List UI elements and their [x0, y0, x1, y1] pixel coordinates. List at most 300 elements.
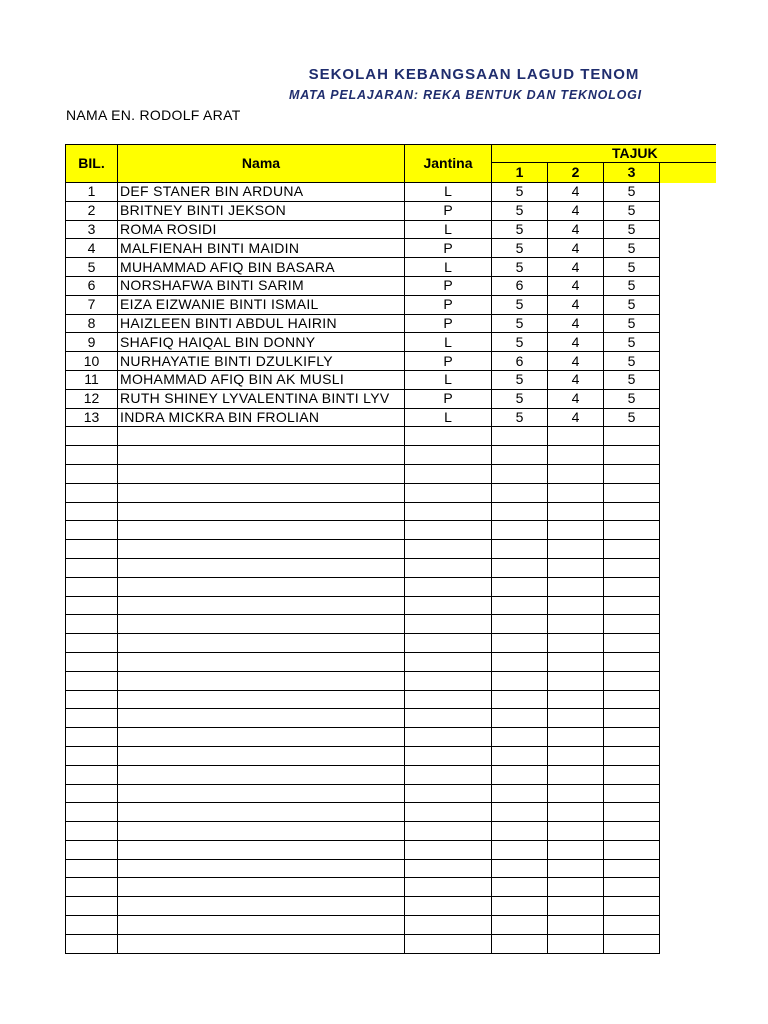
table-row — [66, 652, 716, 671]
cell-tajuk-3 — [604, 502, 660, 521]
table-row — [66, 314, 716, 333]
cell-nama — [118, 840, 405, 859]
cell-overflow — [660, 408, 716, 427]
cell-tajuk-2 — [548, 464, 604, 483]
cell-nama — [118, 690, 405, 709]
cell-jantina: P — [405, 314, 492, 333]
cell-tajuk-1 — [492, 671, 548, 690]
cell-tajuk-1: 5 — [492, 333, 548, 352]
cell-bil — [66, 746, 118, 765]
cell-tajuk-3: 5 — [604, 258, 660, 277]
cell-bil: 8 — [66, 314, 118, 333]
cell-tajuk-3: 5 — [604, 408, 660, 427]
cell-tajuk-1 — [492, 784, 548, 803]
cell-overflow — [660, 746, 716, 765]
cell-overflow — [660, 728, 716, 747]
header-bil: BIL. — [66, 145, 118, 183]
cell-tajuk-3 — [604, 521, 660, 540]
cell-jantina: P — [405, 295, 492, 314]
table-row — [66, 352, 716, 371]
cell-tajuk-2 — [548, 840, 604, 859]
score-table-body — [66, 183, 716, 954]
cell-nama — [118, 446, 405, 465]
cell-tajuk-3: 5 — [604, 183, 660, 202]
cell-tajuk-1 — [492, 652, 548, 671]
cell-bil — [66, 502, 118, 521]
cell-jantina — [405, 558, 492, 577]
table-row — [66, 389, 716, 408]
table-row — [66, 201, 716, 220]
cell-jantina: L — [405, 183, 492, 202]
cell-overflow — [660, 239, 716, 258]
cell-nama — [118, 878, 405, 897]
cell-nama — [118, 577, 405, 596]
cell-jantina: L — [405, 333, 492, 352]
cell-jantina: L — [405, 370, 492, 389]
cell-nama: MOHAMMAD AFIQ BIN AK MUSLI — [118, 370, 405, 389]
cell-tajuk-1 — [492, 577, 548, 596]
cell-bil: 11 — [66, 370, 118, 389]
cell-overflow — [660, 916, 716, 935]
cell-jantina — [405, 483, 492, 502]
table-row — [66, 916, 716, 935]
cell-tajuk-2 — [548, 671, 604, 690]
cell-tajuk-3 — [604, 878, 660, 897]
cell-jantina — [405, 784, 492, 803]
cell-nama: SHAFIQ HAIQAL BIN DONNY — [118, 333, 405, 352]
cell-jantina — [405, 634, 492, 653]
table-row — [66, 427, 716, 446]
cell-overflow — [660, 352, 716, 371]
cell-bil: 4 — [66, 239, 118, 258]
cell-tajuk-3: 5 — [604, 389, 660, 408]
cell-tajuk-1 — [492, 840, 548, 859]
cell-nama — [118, 916, 405, 935]
subject-title: MATA PELAJARAN: REKA BENTUK DAN TEKNOLOGI — [289, 88, 642, 102]
cell-nama — [118, 540, 405, 559]
cell-tajuk-2: 4 — [548, 295, 604, 314]
cell-tajuk-2: 4 — [548, 370, 604, 389]
cell-bil: 6 — [66, 276, 118, 295]
table-row — [66, 276, 716, 295]
cell-nama — [118, 521, 405, 540]
cell-overflow — [660, 671, 716, 690]
cell-tajuk-2 — [548, 652, 604, 671]
cell-tajuk-3 — [604, 897, 660, 916]
cell-tajuk-2: 4 — [548, 333, 604, 352]
cell-tajuk-2 — [548, 784, 604, 803]
cell-tajuk-2: 4 — [548, 201, 604, 220]
cell-tajuk-3: 5 — [604, 352, 660, 371]
cell-nama — [118, 427, 405, 446]
cell-nama: RUTH SHINEY LYVALENTINA BINTI LYV — [118, 389, 405, 408]
cell-tajuk-3: 5 — [604, 370, 660, 389]
table-row — [66, 483, 716, 502]
cell-tajuk-1: 5 — [492, 389, 548, 408]
cell-bil: 1 — [66, 183, 118, 202]
cell-tajuk-1: 5 — [492, 370, 548, 389]
cell-tajuk-2: 4 — [548, 239, 604, 258]
cell-tajuk-2: 4 — [548, 258, 604, 277]
cell-jantina — [405, 822, 492, 841]
cell-overflow — [660, 577, 716, 596]
cell-bil: 9 — [66, 333, 118, 352]
cell-tajuk-2: 4 — [548, 408, 604, 427]
cell-tajuk-3 — [604, 558, 660, 577]
cell-bil — [66, 671, 118, 690]
table-row — [66, 784, 716, 803]
header-tajuk-overflow — [660, 163, 716, 183]
cell-jantina — [405, 690, 492, 709]
cell-tajuk-2 — [548, 765, 604, 784]
cell-bil — [66, 784, 118, 803]
cell-tajuk-1 — [492, 690, 548, 709]
cell-tajuk-2 — [548, 596, 604, 615]
table-row — [66, 183, 716, 202]
cell-jantina — [405, 878, 492, 897]
cell-overflow — [660, 840, 716, 859]
cell-bil: 3 — [66, 220, 118, 239]
cell-overflow — [660, 464, 716, 483]
cell-tajuk-1 — [492, 446, 548, 465]
cell-tajuk-2: 4 — [548, 352, 604, 371]
cell-overflow — [660, 897, 716, 916]
cell-overflow — [660, 389, 716, 408]
cell-nama: EIZA EIZWANIE BINTI ISMAIL — [118, 295, 405, 314]
cell-tajuk-2 — [548, 634, 604, 653]
cell-tajuk-1 — [492, 878, 548, 897]
cell-tajuk-2: 4 — [548, 183, 604, 202]
cell-tajuk-3 — [604, 446, 660, 465]
cell-overflow — [660, 596, 716, 615]
cell-tajuk-1 — [492, 728, 548, 747]
cell-jantina — [405, 521, 492, 540]
cell-jantina — [405, 540, 492, 559]
cell-overflow — [660, 803, 716, 822]
cell-tajuk-3: 5 — [604, 314, 660, 333]
cell-jantina — [405, 728, 492, 747]
cell-overflow — [660, 634, 716, 653]
cell-nama — [118, 596, 405, 615]
cell-nama — [118, 822, 405, 841]
cell-nama — [118, 558, 405, 577]
cell-tajuk-1: 6 — [492, 276, 548, 295]
table-row — [66, 521, 716, 540]
cell-jantina: P — [405, 352, 492, 371]
cell-overflow — [660, 615, 716, 634]
cell-nama: DEF STANER BIN ARDUNA — [118, 183, 405, 202]
cell-tajuk-2 — [548, 803, 604, 822]
cell-overflow — [660, 934, 716, 953]
cell-jantina — [405, 427, 492, 446]
table-row — [66, 333, 716, 352]
cell-tajuk-1 — [492, 934, 548, 953]
cell-tajuk-2 — [548, 878, 604, 897]
table-row — [66, 709, 716, 728]
table-row — [66, 258, 716, 277]
cell-tajuk-2 — [548, 558, 604, 577]
cell-overflow — [660, 446, 716, 465]
cell-bil — [66, 690, 118, 709]
table-row — [66, 690, 716, 709]
cell-tajuk-3: 5 — [604, 239, 660, 258]
cell-tajuk-2 — [548, 916, 604, 935]
cell-tajuk-1: 5 — [492, 201, 548, 220]
cell-tajuk-1 — [492, 615, 548, 634]
cell-nama: MUHAMMAD AFIQ BIN BASARA — [118, 258, 405, 277]
cell-jantina — [405, 577, 492, 596]
cell-overflow — [660, 276, 716, 295]
cell-nama — [118, 615, 405, 634]
table-row — [66, 408, 716, 427]
cell-jantina — [405, 746, 492, 765]
cell-overflow — [660, 558, 716, 577]
table-row — [66, 859, 716, 878]
cell-overflow — [660, 295, 716, 314]
table-row — [66, 464, 716, 483]
cell-tajuk-1: 5 — [492, 314, 548, 333]
cell-tajuk-3 — [604, 540, 660, 559]
cell-nama — [118, 728, 405, 747]
cell-tajuk-3 — [604, 859, 660, 878]
cell-nama: NURHAYATIE BINTI DZULKIFLY — [118, 352, 405, 371]
cell-overflow — [660, 258, 716, 277]
cell-tajuk-2 — [548, 822, 604, 841]
cell-tajuk-1: 5 — [492, 239, 548, 258]
cell-tajuk-2 — [548, 934, 604, 953]
cell-jantina — [405, 709, 492, 728]
table-row — [66, 577, 716, 596]
cell-tajuk-3 — [604, 803, 660, 822]
cell-overflow — [660, 370, 716, 389]
cell-tajuk-1: 5 — [492, 295, 548, 314]
cell-overflow — [660, 859, 716, 878]
cell-tajuk-2 — [548, 483, 604, 502]
cell-tajuk-2 — [548, 746, 604, 765]
cell-nama — [118, 784, 405, 803]
cell-tajuk-3 — [604, 483, 660, 502]
table-row — [66, 220, 716, 239]
cell-jantina: L — [405, 408, 492, 427]
cell-bil — [66, 803, 118, 822]
cell-tajuk-3 — [604, 671, 660, 690]
cell-nama — [118, 652, 405, 671]
cell-tajuk-1: 5 — [492, 183, 548, 202]
cell-nama — [118, 634, 405, 653]
cell-tajuk-1 — [492, 464, 548, 483]
cell-overflow — [660, 709, 716, 728]
cell-overflow — [660, 220, 716, 239]
table-row — [66, 934, 716, 953]
cell-tajuk-2: 4 — [548, 314, 604, 333]
table-row — [66, 615, 716, 634]
table-row — [66, 840, 716, 859]
cell-bil — [66, 540, 118, 559]
cell-nama: MALFIENAH BINTI MAIDIN — [118, 239, 405, 258]
cell-nama — [118, 483, 405, 502]
cell-overflow — [660, 765, 716, 784]
cell-jantina — [405, 765, 492, 784]
teacher-name: NAMA EN. RODOLF ARAT — [66, 107, 241, 123]
cell-tajuk-3 — [604, 577, 660, 596]
table-row — [66, 728, 716, 747]
school-title: SEKOLAH KEBANGSAAN LAGUD TENOM — [308, 66, 640, 83]
cell-overflow — [660, 427, 716, 446]
header-nama: Nama — [118, 145, 405, 183]
cell-nama — [118, 859, 405, 878]
cell-bil: 2 — [66, 201, 118, 220]
cell-bil — [66, 878, 118, 897]
cell-tajuk-1: 5 — [492, 258, 548, 277]
cell-bil: 7 — [66, 295, 118, 314]
cell-overflow — [660, 690, 716, 709]
cell-tajuk-3: 5 — [604, 220, 660, 239]
cell-tajuk-1 — [492, 502, 548, 521]
cell-tajuk-3: 5 — [604, 333, 660, 352]
cell-jantina: P — [405, 239, 492, 258]
cell-tajuk-1 — [492, 803, 548, 822]
cell-bil — [66, 859, 118, 878]
cell-tajuk-1 — [492, 540, 548, 559]
cell-bil — [66, 897, 118, 916]
cell-bil — [66, 634, 118, 653]
cell-tajuk-3 — [604, 615, 660, 634]
table-row — [66, 370, 716, 389]
cell-jantina: L — [405, 220, 492, 239]
cell-tajuk-1 — [492, 897, 548, 916]
table-row — [66, 502, 716, 521]
cell-bil — [66, 709, 118, 728]
table-row — [66, 596, 716, 615]
cell-tajuk-1 — [492, 521, 548, 540]
table-row — [66, 765, 716, 784]
table-row — [66, 540, 716, 559]
cell-tajuk-3 — [604, 934, 660, 953]
cell-tajuk-3: 5 — [604, 295, 660, 314]
table-row — [66, 822, 716, 841]
table-row — [66, 878, 716, 897]
cell-bil — [66, 483, 118, 502]
cell-nama — [118, 709, 405, 728]
cell-tajuk-2 — [548, 709, 604, 728]
cell-bil — [66, 596, 118, 615]
cell-jantina — [405, 671, 492, 690]
table-row — [66, 446, 716, 465]
cell-tajuk-3 — [604, 690, 660, 709]
cell-nama — [118, 502, 405, 521]
cell-jantina — [405, 446, 492, 465]
cell-jantina: P — [405, 201, 492, 220]
cell-tajuk-3 — [604, 784, 660, 803]
cell-tajuk-3 — [604, 765, 660, 784]
cell-jantina — [405, 464, 492, 483]
cell-nama: INDRA MICKRA BIN FROLIAN — [118, 408, 405, 427]
cell-jantina — [405, 934, 492, 953]
cell-jantina — [405, 596, 492, 615]
cell-tajuk-2 — [548, 446, 604, 465]
table-row — [66, 558, 716, 577]
header-tajuk-3: 3 — [604, 163, 660, 183]
cell-overflow — [660, 784, 716, 803]
table-row — [66, 239, 716, 258]
cell-tajuk-1: 6 — [492, 352, 548, 371]
cell-bil: 13 — [66, 408, 118, 427]
cell-jantina — [405, 897, 492, 916]
cell-jantina: L — [405, 258, 492, 277]
cell-bil — [66, 840, 118, 859]
table-row — [66, 295, 716, 314]
cell-overflow — [660, 521, 716, 540]
cell-tajuk-3: 5 — [604, 276, 660, 295]
cell-jantina — [405, 652, 492, 671]
cell-tajuk-2 — [548, 577, 604, 596]
cell-tajuk-3 — [604, 728, 660, 747]
score-table — [65, 144, 716, 954]
cell-tajuk-2 — [548, 859, 604, 878]
cell-tajuk-2: 4 — [548, 276, 604, 295]
cell-nama: ROMA ROSIDI — [118, 220, 405, 239]
cell-overflow — [660, 483, 716, 502]
cell-bil: 10 — [66, 352, 118, 371]
cell-tajuk-1 — [492, 709, 548, 728]
cell-bil — [66, 652, 118, 671]
cell-nama — [118, 746, 405, 765]
cell-tajuk-1 — [492, 746, 548, 765]
cell-tajuk-2 — [548, 690, 604, 709]
score-sheet — [65, 144, 768, 964]
cell-tajuk-3 — [604, 840, 660, 859]
cell-jantina — [405, 615, 492, 634]
cell-tajuk-3 — [604, 746, 660, 765]
cell-tajuk-3 — [604, 822, 660, 841]
cell-overflow — [660, 183, 716, 202]
cell-tajuk-3: 5 — [604, 201, 660, 220]
cell-tajuk-2 — [548, 897, 604, 916]
cell-tajuk-1 — [492, 822, 548, 841]
cell-bil: 12 — [66, 389, 118, 408]
cell-bil — [66, 615, 118, 634]
cell-tajuk-1 — [492, 765, 548, 784]
table-row — [66, 671, 716, 690]
cell-overflow — [660, 314, 716, 333]
cell-jantina — [405, 859, 492, 878]
cell-nama — [118, 897, 405, 916]
cell-tajuk-1 — [492, 427, 548, 446]
cell-bil — [66, 916, 118, 935]
cell-jantina: P — [405, 389, 492, 408]
cell-tajuk-2: 4 — [548, 389, 604, 408]
cell-nama — [118, 803, 405, 822]
table-row — [66, 746, 716, 765]
cell-nama: HAIZLEEN BINTI ABDUL HAIRIN — [118, 314, 405, 333]
cell-bil — [66, 728, 118, 747]
header-tajuk-2: 2 — [548, 163, 604, 183]
cell-overflow — [660, 540, 716, 559]
cell-bil: 5 — [66, 258, 118, 277]
cell-nama — [118, 934, 405, 953]
cell-bil — [66, 822, 118, 841]
cell-bil — [66, 427, 118, 446]
cell-tajuk-2 — [548, 521, 604, 540]
cell-tajuk-1: 5 — [492, 220, 548, 239]
cell-tajuk-2 — [548, 728, 604, 747]
cell-bil — [66, 464, 118, 483]
cell-tajuk-1 — [492, 596, 548, 615]
cell-tajuk-1 — [492, 859, 548, 878]
cell-overflow — [660, 878, 716, 897]
cell-tajuk-1 — [492, 483, 548, 502]
cell-tajuk-2 — [548, 427, 604, 446]
